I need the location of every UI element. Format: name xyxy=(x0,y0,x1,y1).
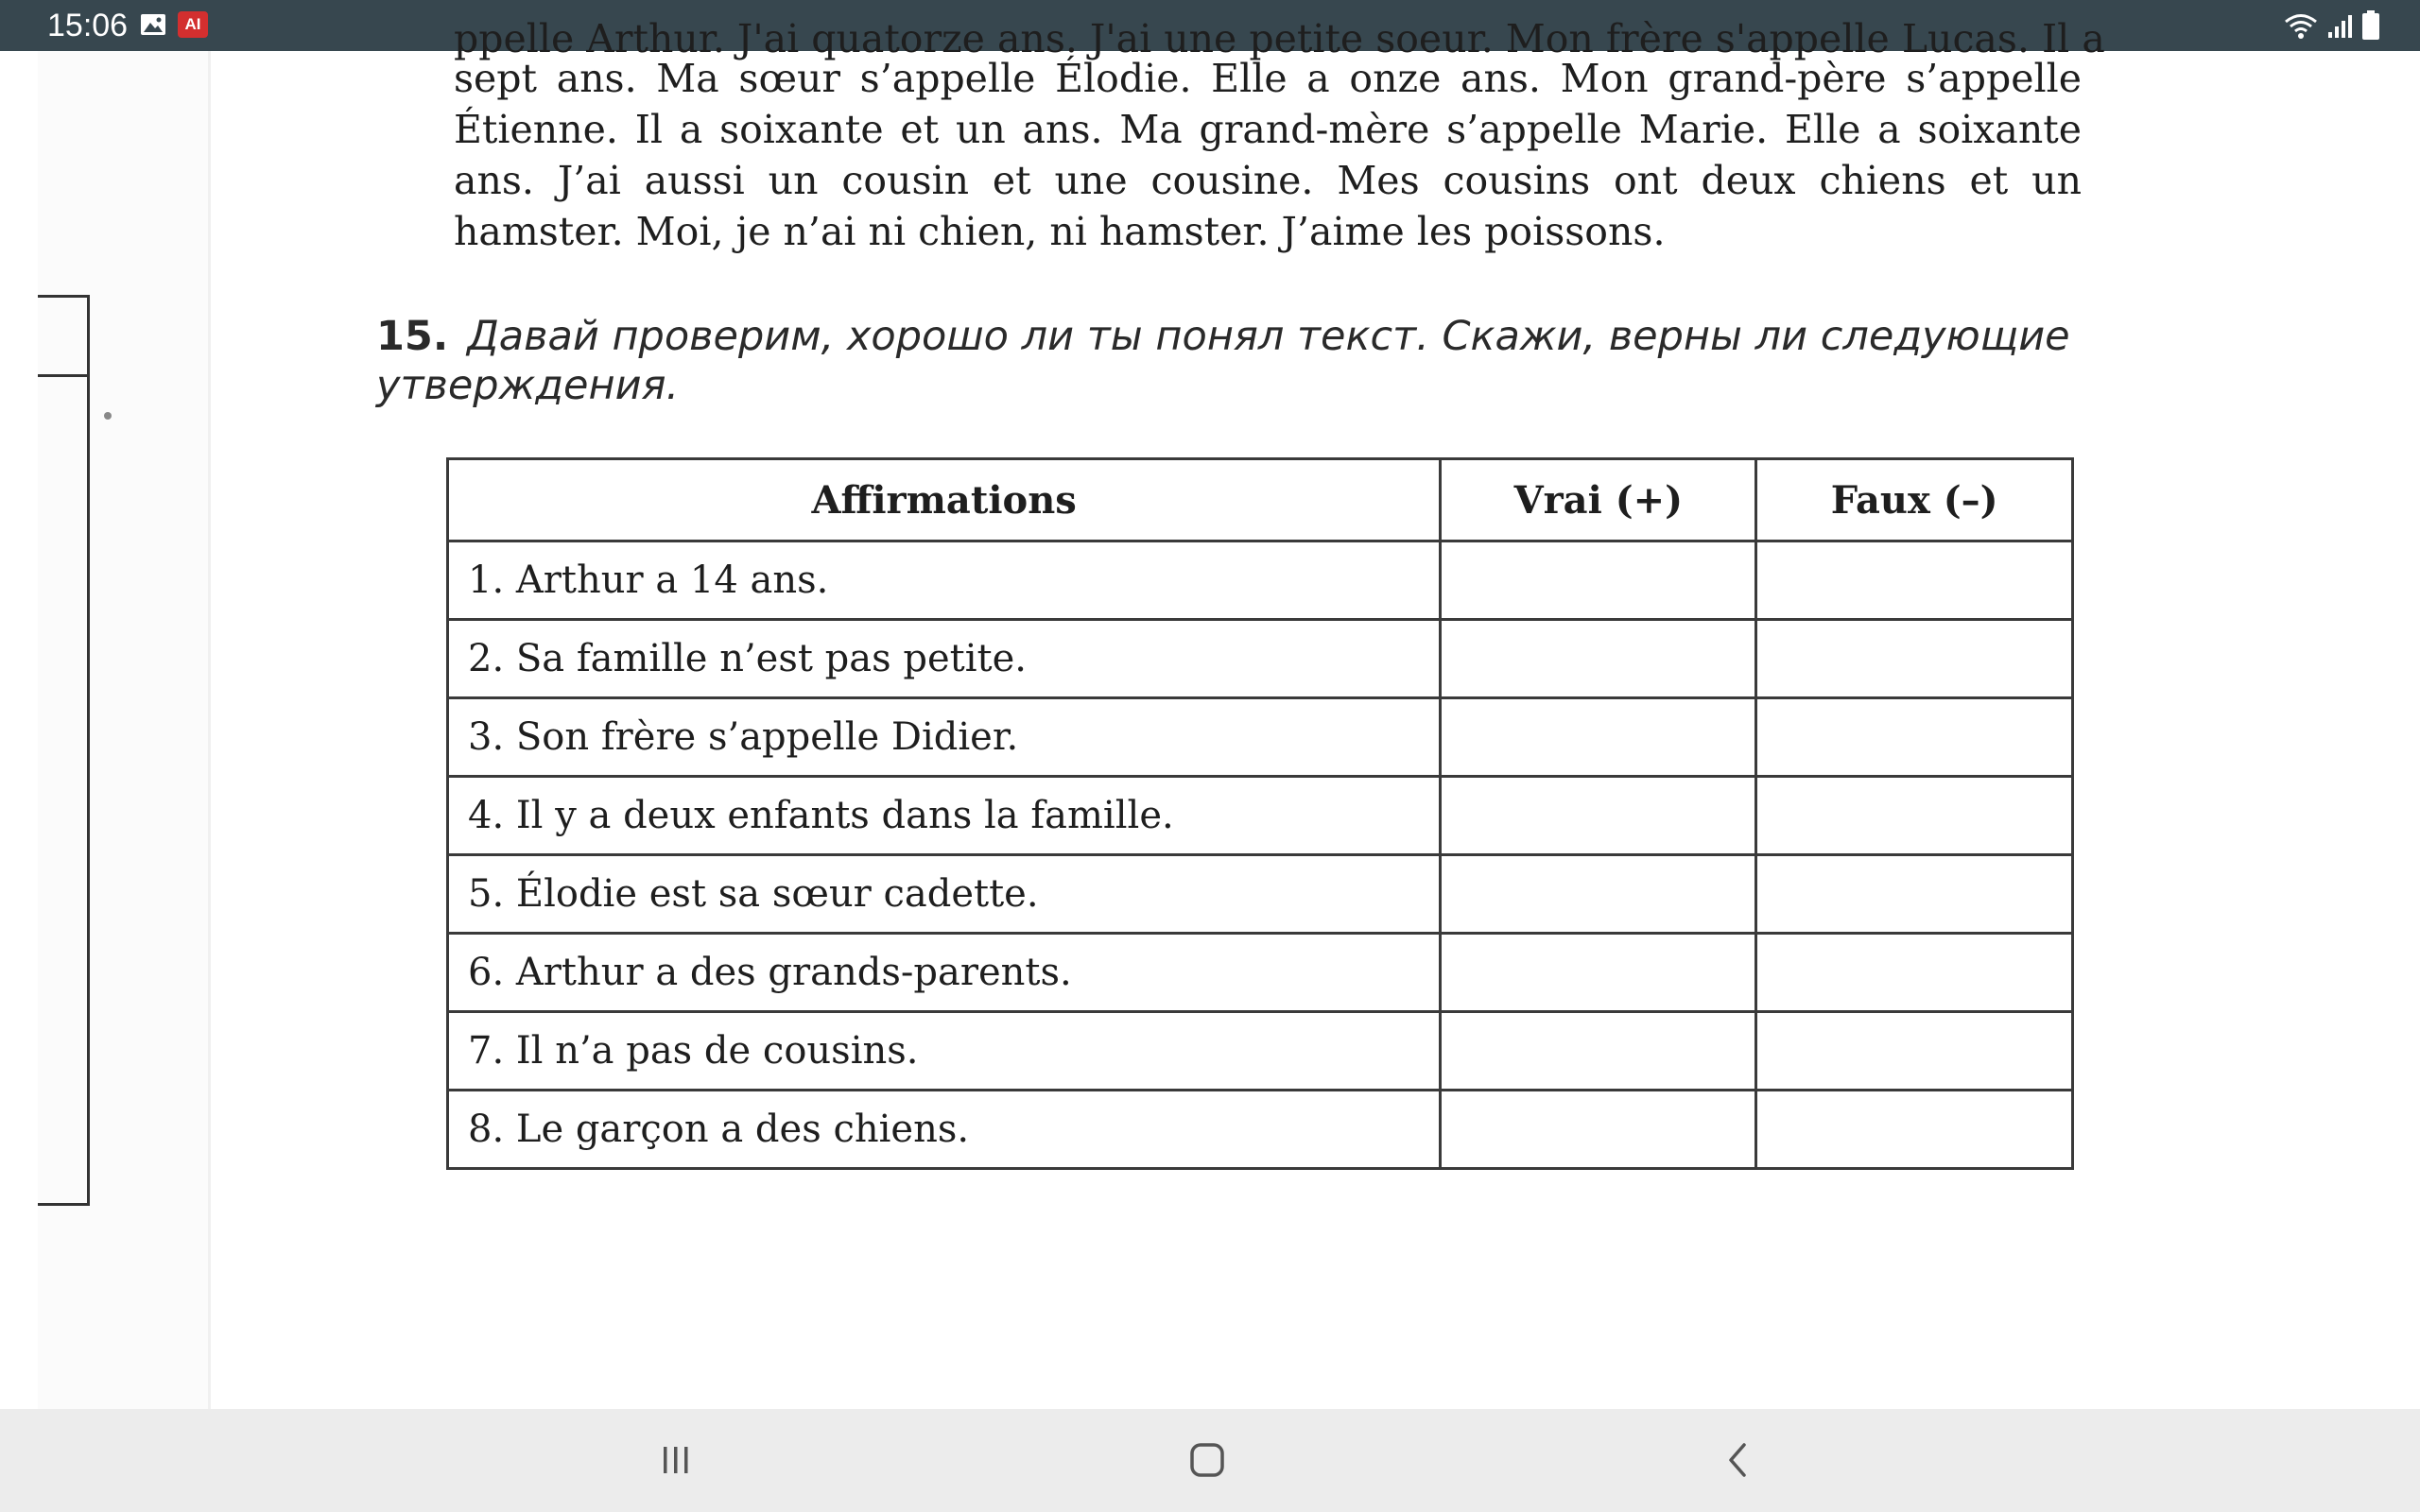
header-affirmations: Affirmations xyxy=(448,459,1441,541)
affirmation-cell: 8. Le garçon a des chiens. xyxy=(448,1091,1441,1169)
affirmation-cell: 2. Sa famille n’est pas petite. xyxy=(448,620,1441,698)
ai-icon xyxy=(178,11,208,38)
back-button[interactable] xyxy=(1705,1432,1772,1488)
wifi-icon xyxy=(2282,11,2320,40)
table-row xyxy=(448,541,2073,620)
ai-icon-label: AI xyxy=(184,15,201,33)
recents-icon xyxy=(659,1443,693,1477)
affirmation-cell: 5. Élodie est sa sœur cadette. xyxy=(448,855,1441,934)
cut-off-text-line: ppelle Arthur. J'ai quatorze ans. J'ai une petite soeur. Mon frère s'appelle Lucas. Il a xyxy=(454,16,2105,61)
image-icon xyxy=(140,13,166,36)
affirmation-cell: 1. Arthur a 14 ans. xyxy=(448,541,1441,620)
vrai-cell xyxy=(1441,855,1756,934)
battery-icon xyxy=(2361,10,2380,41)
faux-cell xyxy=(1756,934,2073,1012)
table-row xyxy=(448,855,2073,934)
navigation-bar xyxy=(0,1409,2420,1512)
table-row xyxy=(448,620,2073,698)
vrai-cell xyxy=(1441,934,1756,1012)
table-row xyxy=(448,934,2073,1012)
exercise-heading xyxy=(376,312,2087,410)
faux-cell xyxy=(1756,855,2073,934)
page-gutter xyxy=(0,51,38,1409)
faux-cell xyxy=(1756,1012,2073,1091)
vrai-cell xyxy=(1441,620,1756,698)
vrai-cell xyxy=(1441,1091,1756,1169)
table-row xyxy=(448,1012,2073,1091)
table-row xyxy=(448,1091,2073,1169)
affirmation-cell: 6. Arthur a des grands-parents. xyxy=(448,934,1441,1012)
adjacent-page-box xyxy=(38,295,90,1206)
affirmation-cell: 7. Il n’a pas de cousins. xyxy=(448,1012,1441,1091)
vrai-cell xyxy=(1441,698,1756,777)
exercise-number: 15. xyxy=(376,313,449,360)
status-time: 15:06 xyxy=(47,8,129,43)
recents-button[interactable] xyxy=(643,1432,709,1488)
header-vrai: Vrai (+) xyxy=(1441,459,1756,541)
status-right-icons xyxy=(2282,9,2380,42)
header-faux: Faux (–) xyxy=(1756,459,2073,541)
home-button[interactable] xyxy=(1174,1432,1240,1488)
faux-cell xyxy=(1756,541,2073,620)
vrai-cell xyxy=(1441,777,1756,855)
page-speck xyxy=(104,412,112,420)
table-row xyxy=(448,777,2073,855)
exercise-instruction: Давай проверим, хорошо ли ты понял текст. Скажи, верны ли следующие утверждения. xyxy=(376,313,2070,409)
faux-cell xyxy=(1756,777,2073,855)
faux-cell xyxy=(1756,620,2073,698)
faux-cell xyxy=(1756,698,2073,777)
affirmation-cell: 3. Son frère s’appelle Didier. xyxy=(448,698,1441,777)
affirmations-table xyxy=(446,457,2074,1170)
reading-paragraph: sept ans. Ma sœur s’appelle Élodie. Elle a onze ans. Mon grand-père s’appelle Étienne. Il a soixante et un ans. Ma grand-mère s’appelle Marie. Elle a soixante ans. J’ai aussi un cousin et une cousine. Mes cousins ont deux chiens et un hamster. Moi, je n’ai ni chien, ni hamster. J’aime les poissons. xyxy=(454,56,2082,254)
home-icon xyxy=(1186,1439,1228,1481)
signal-icon xyxy=(2327,11,2354,40)
affirmation-cell: 4. Il y a deux enfants dans la famille. xyxy=(448,777,1441,855)
adjacent-page-box-divider xyxy=(38,374,87,377)
vrai-cell xyxy=(1441,541,1756,620)
faux-cell xyxy=(1756,1091,2073,1169)
table-row xyxy=(448,698,2073,777)
back-icon xyxy=(1721,1441,1755,1479)
vrai-cell xyxy=(1441,1012,1756,1091)
table-header-row xyxy=(448,459,2073,541)
